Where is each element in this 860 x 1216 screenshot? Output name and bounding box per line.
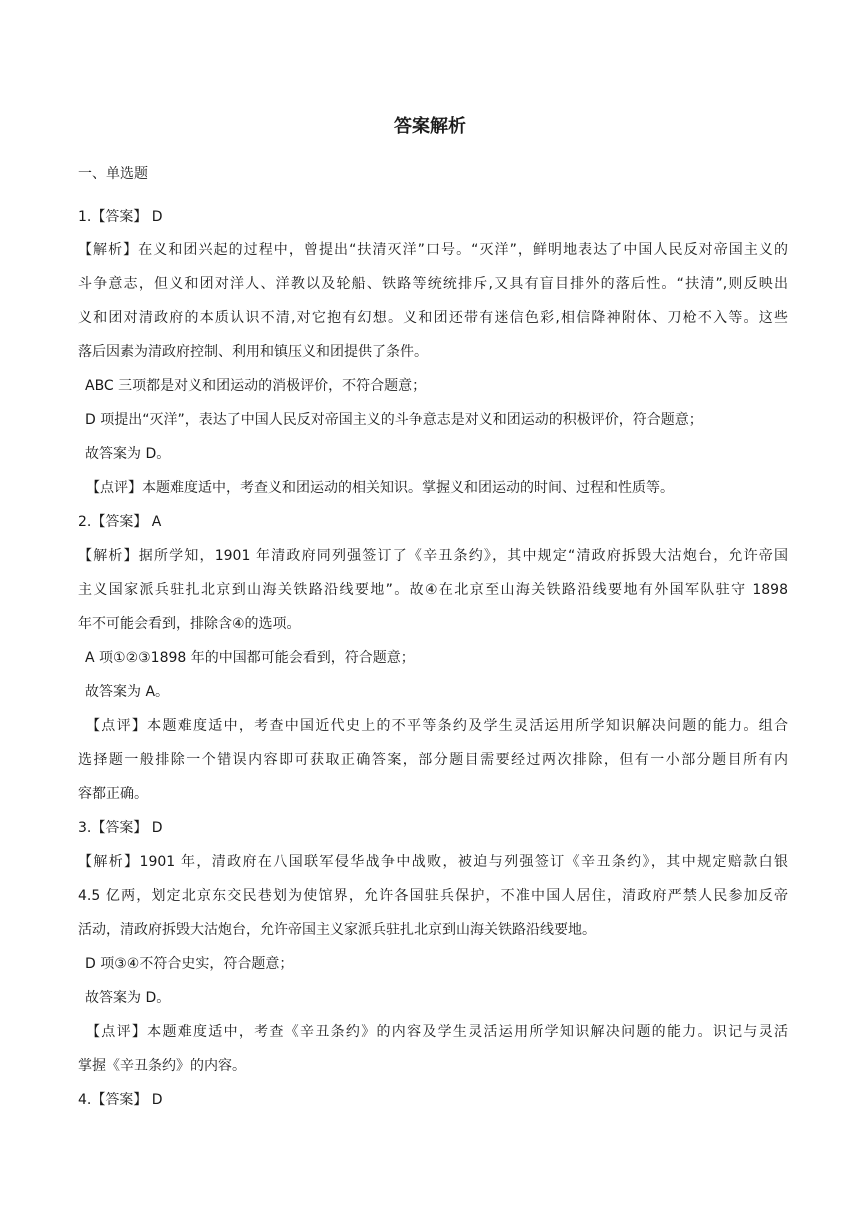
q1-option-note: ABC 三项都是对义和团运动的消极评价，不符合题意； xyxy=(85,378,427,394)
q1-analysis-line: 落后因素为清政府控制、利用和镇压义和团提供了条件。 xyxy=(78,344,428,360)
q2-conclusion: 故答案为 A。 xyxy=(85,684,170,700)
q1-conclusion: 故答案为 D。 xyxy=(85,446,171,462)
q3-comment: 【点评】本题难度适中，考查《辛丑条约》的内容及学生灵活运用所学知识解决问题的能力。识记与灵活 xyxy=(86,1024,788,1040)
q3-conclusion: 故答案为 D。 xyxy=(85,990,171,1006)
q3-analysis-line: 【解析】1901 年，清政府在八国联军侵华战争中战败，被迫与列强签订《辛丑条约》，其中规定赔款白银 xyxy=(78,854,788,870)
q2-analysis-line: 年不可能会看到，排除含④的选项。 xyxy=(78,616,301,632)
q4-answer: 4.【答案】 D xyxy=(78,1092,163,1108)
q3-option-note: D 项③④不符合史实，符合题意； xyxy=(85,956,294,972)
q2-analysis-line: 主义国家派兵驻扎北京到山海关铁路沿线要地”。故④在北京至山海关铁路沿线要地有外国军队驻守 1898 xyxy=(78,582,788,598)
q3-comment: 掌握《辛丑条约》的内容。 xyxy=(78,1058,246,1074)
q1-answer: 1.【答案】 D xyxy=(78,209,163,225)
q2-option-note: A 项①②③1898 年的中国都可能会看到，符合题意； xyxy=(85,650,415,666)
q2-comment: 选择题一般排除一个错误内容即可获取正确答案，部分题目需要经过两次排除，但有一小部分题目所有内 xyxy=(78,752,788,768)
q2-answer: 2.【答案】 A xyxy=(78,514,162,530)
q2-comment: 【点评】本题难度适中，考查中国近代史上的不平等条约及学生灵活运用所学知识解决问题的能力。组合 xyxy=(86,718,788,734)
q2-comment: 容都正确。 xyxy=(78,786,148,802)
q3-analysis-line: 活动，清政府拆毁大沽炮台，允许帝国主义家派兵驻扎北京到山海关铁路沿线要地。 xyxy=(78,922,596,938)
q1-option-note: D 项提出“灭洋”，表达了中国人民反对帝国主义的斗争意志是对义和团运动的积极评价，符合题意； xyxy=(85,412,703,428)
q1-analysis-line: 【解析】在义和团兴起的过程中，曾提出“扶清灭洋”口号。“灭洋”，鲜明地表达了中国人民反对帝国主义的 xyxy=(78,242,788,258)
q3-answer: 3.【答案】 D xyxy=(78,820,163,836)
q1-comment: 【点评】本题难度适中，考查义和团运动的相关知识。掌握义和团运动的时间、过程和性质等。 xyxy=(86,480,674,496)
q2-analysis-line: 【解析】据所学知，1901 年清政府同列强签订了《辛丑条约》，其中规定“清政府拆毁大沽炮台，允许帝国 xyxy=(78,548,788,564)
page-title: 答案解析 xyxy=(394,116,466,137)
q1-analysis-line: 斗争意志，但义和团对洋人、洋教以及轮船、铁路等统统排斥,又具有盲目排外的落后性。“扶清”,则反映出 xyxy=(78,276,788,292)
q1-analysis-line: 义和团对清政府的本质认识不清,对它抱有幻想。义和团还带有迷信色彩,相信降神附体、刀枪不入等。这些 xyxy=(78,310,788,326)
q3-analysis-line: 4.5 亿两，划定北京东交民巷划为使馆界，允许各国驻兵保护，不准中国人居住，清政府严禁人民参加反帝 xyxy=(78,888,788,904)
section-heading: 一、单选题 xyxy=(78,166,148,182)
